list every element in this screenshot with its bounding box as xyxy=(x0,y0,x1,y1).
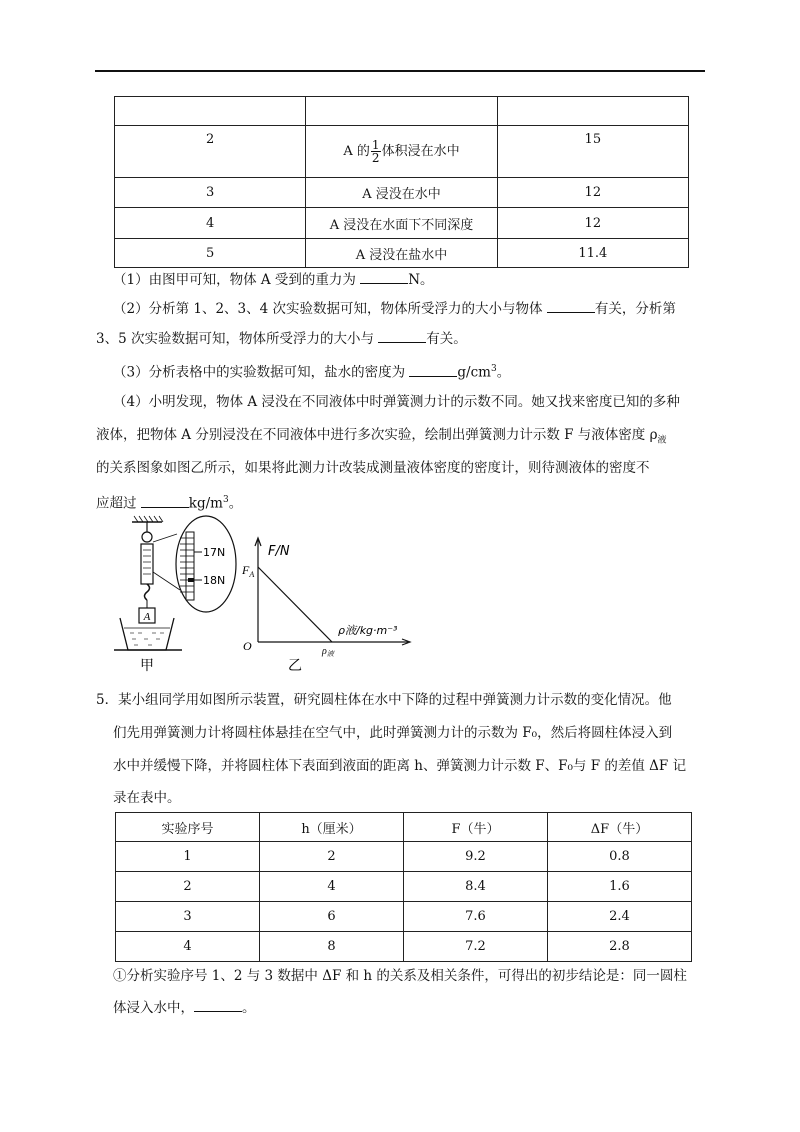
question-text: 有关，分析第 xyxy=(594,301,676,317)
table-row xyxy=(116,872,692,902)
unit-text: kg/m xyxy=(188,495,223,512)
table-cell: 2.4 xyxy=(548,902,692,932)
table-cell: 15 xyxy=(497,126,688,178)
y-axis-label: F/N xyxy=(268,544,290,559)
question-5-line-4 xyxy=(113,788,181,808)
table-cell: 12 xyxy=(497,178,688,208)
question-text: 应超过 xyxy=(96,495,141,512)
experiment-table-2 xyxy=(115,812,692,962)
question-text: 3、5 次实验数据可知，物体所受浮力的大小与 xyxy=(96,331,379,347)
cell-text: 体积浸在水中 xyxy=(381,144,460,159)
apparatus-figure xyxy=(110,512,430,672)
ceiling-hatch xyxy=(134,516,163,522)
question-text: （1）由图甲可知，物体 A 受到的重力为 xyxy=(113,272,361,288)
question-text: 有关。 xyxy=(426,331,467,347)
table-cell: 7.6 xyxy=(404,902,548,932)
table-cell: 4 xyxy=(116,932,260,962)
cell-text: A 的 xyxy=(343,144,370,159)
table-cell: 7.2 xyxy=(404,932,548,962)
question-text: 录在表中。 xyxy=(113,790,181,806)
question-text: N。 xyxy=(408,272,434,288)
table-cell xyxy=(306,97,497,126)
question-4-line-2 xyxy=(96,425,667,451)
question-1 xyxy=(113,270,434,290)
table-cell: A 浸没在水面下不同深度 xyxy=(306,208,497,239)
table-row xyxy=(116,932,692,962)
table-cell: 8 xyxy=(260,932,404,962)
table-cell: 12 xyxy=(497,208,688,239)
question-2-line-2 xyxy=(96,329,467,349)
table-cell: 4 xyxy=(260,872,404,902)
question-text: （4）小明发现，物体 A 浸没在不同液体中时弹簧测力计的示数不同。她又找来密度已知的多种 xyxy=(113,394,680,410)
question-4-line-1 xyxy=(113,392,680,412)
table-cell: 9.2 xyxy=(404,842,548,872)
table-cell: 11.4 xyxy=(497,239,688,268)
answer-blank xyxy=(141,494,189,508)
experiment-table-1 xyxy=(114,96,689,268)
table-row xyxy=(115,178,689,208)
fraction-numerator: 1 xyxy=(371,138,380,152)
figure-jia xyxy=(114,516,236,672)
table-cell: 1.6 xyxy=(548,872,692,902)
question-text: 液体，把物体 A 分别浸没在不同液体中进行多次实验，绘制出弹簧测力计示数 F 与液体密度 ρ xyxy=(96,427,658,443)
question-text: 5．某小组同学用如图所示装置，研究圆柱体在水中下降的过程中弹簧测力计示数的变化情况。他 xyxy=(96,692,672,708)
question-text: ①分析实验序号 1、2 与 3 数据中 ΔF 和 h 的关系及相关条件，可得出的初步结论是：同一圆柱 xyxy=(113,968,687,984)
question-text: 。 xyxy=(242,1000,256,1016)
table-row xyxy=(115,239,689,268)
answer-blank xyxy=(547,299,595,313)
figure-yi xyxy=(241,538,410,672)
origin-label: O xyxy=(243,639,252,653)
column-header: 实验序号 xyxy=(116,813,260,842)
pointer xyxy=(188,578,194,582)
table-cell: 6 xyxy=(260,902,404,932)
unit-superscript: 3 xyxy=(490,364,497,374)
table-cell: 2 xyxy=(116,872,260,902)
table-cell: 4 xyxy=(115,208,306,239)
question-2-line-1 xyxy=(113,299,676,319)
table-row xyxy=(115,208,689,239)
question-text: 。 xyxy=(496,364,511,381)
question-text: 的关系图象如图乙所示，如果将此测力计改装成测量液体密度的密度计，则待测液体的密度不 xyxy=(96,460,650,476)
column-header: F（牛） xyxy=(404,813,548,842)
table-cell: A 浸没在水中 xyxy=(306,178,497,208)
rho-subscript: 液 xyxy=(657,435,667,446)
question-5a-line-1 xyxy=(113,966,687,986)
table-cell xyxy=(497,97,688,126)
question-4-line-4 xyxy=(96,490,242,514)
caption-jia: 甲 xyxy=(140,658,154,672)
f-rho-line xyxy=(258,567,332,642)
question-text: （3）分析表格中的实验数据可知，盐水的密度为 xyxy=(113,364,410,381)
scale-label-17n: 17N xyxy=(203,546,226,559)
answer-blank xyxy=(194,998,242,1012)
table-row xyxy=(116,842,692,872)
table-cell: 1 xyxy=(116,842,260,872)
answer-blank xyxy=(360,270,408,284)
table-cell xyxy=(306,126,497,178)
object-a-label: A xyxy=(143,611,151,623)
x-axis-label: ρ液/kg·m⁻³ xyxy=(338,624,398,637)
scale-label-18n: 18N xyxy=(203,574,226,587)
table-cell: A 浸没在盐水中 xyxy=(306,239,497,268)
header-rule xyxy=(95,70,705,72)
table-row xyxy=(115,97,689,126)
question-3 xyxy=(113,359,510,383)
table-cell: 5 xyxy=(115,239,306,268)
table-cell xyxy=(115,97,306,126)
table-cell: 3 xyxy=(116,902,260,932)
column-header: ΔF（牛） xyxy=(548,813,692,842)
column-header: h（厘米） xyxy=(260,813,404,842)
question-5-line-2 xyxy=(113,723,672,743)
question-text: 水中并缓慢下降，并将圆柱体下表面到液面的距离 h、弹簧测力计示数 F、F₀与 F 的差值 ΔF 记 xyxy=(113,758,687,774)
question-text: 们先用弹簧测力计将圆柱体悬挂在空气中，此时弹簧测力计的示数为 F₀，然后将圆柱体浸入到 xyxy=(113,725,673,741)
fa-label: $F_A$ xyxy=(242,563,255,579)
table-row xyxy=(116,902,692,932)
table-cell: 2.8 xyxy=(548,932,692,962)
question-5-line-1 xyxy=(96,690,672,710)
unit-text: g/cm xyxy=(457,364,491,381)
caption-yi: 乙 xyxy=(288,658,302,672)
question-text: 。 xyxy=(228,495,243,512)
question-5-line-3 xyxy=(113,756,686,776)
table-header-row xyxy=(116,813,692,842)
unit-superscript: 3 xyxy=(222,495,229,505)
question-text: 体浸入水中， xyxy=(113,1000,194,1016)
table-cell: 2 xyxy=(115,126,306,178)
fraction-denominator: 2 xyxy=(371,151,380,165)
table-cell: 8.4 xyxy=(404,872,548,902)
hook-icon xyxy=(145,584,150,600)
question-4-line-3 xyxy=(96,458,650,478)
question-text: （2）分析第 1、2、3、4 次实验数据可知，物体所受浮力的大小与物体 xyxy=(113,301,547,317)
rho-zero-label: $\rho_液$ xyxy=(322,646,334,658)
table-cell: 2 xyxy=(260,842,404,872)
magnified-scale-bubble xyxy=(176,516,236,612)
table-cell: 3 xyxy=(115,178,306,208)
answer-blank xyxy=(378,329,426,343)
answer-blank xyxy=(409,363,457,377)
ring-icon xyxy=(142,532,152,542)
fraction xyxy=(371,139,381,164)
question-5a-line-2 xyxy=(113,998,256,1018)
table-row xyxy=(115,126,689,178)
table-cell: 0.8 xyxy=(548,842,692,872)
